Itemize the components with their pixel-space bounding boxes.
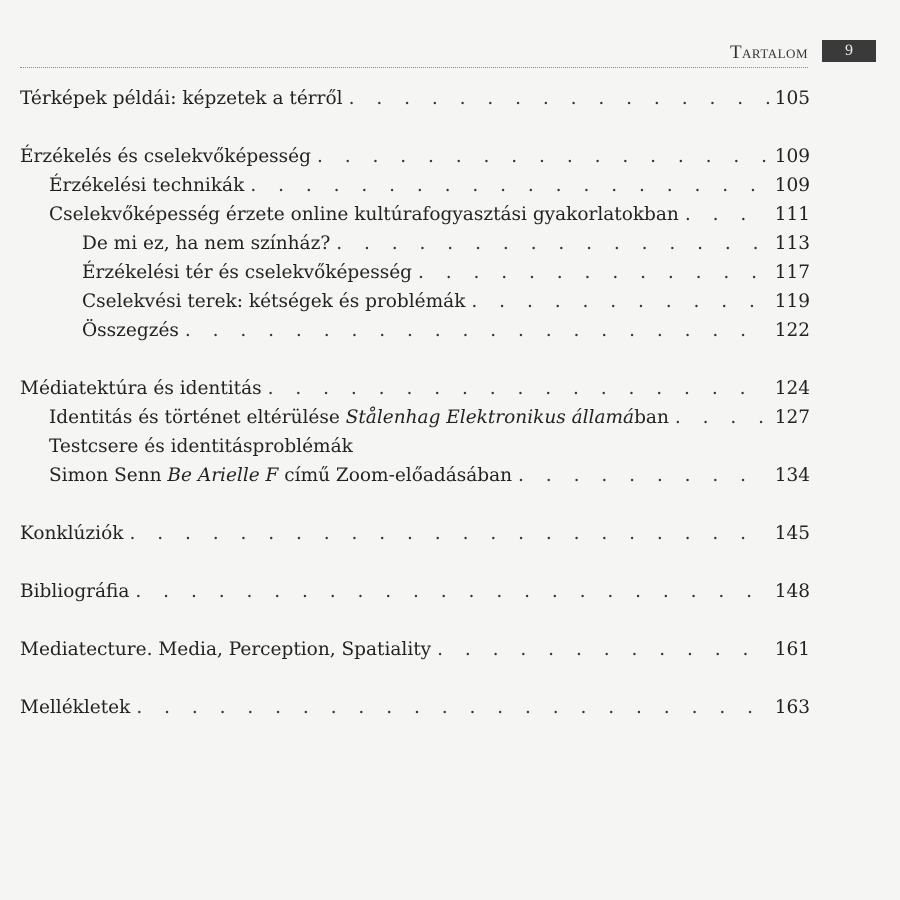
toc-page-number: 111 — [774, 204, 810, 225]
dot-leader — [250, 171, 768, 200]
toc-entry-title: Testcsere és identitásproblémák — [49, 436, 353, 457]
dot-leader — [336, 229, 768, 258]
dot-leader — [418, 258, 769, 287]
toc-entry — [20, 200, 810, 229]
dot-leader — [317, 142, 769, 171]
toc-page-number: 127 — [774, 407, 810, 428]
dot-leader — [675, 403, 769, 432]
toc-page-number: 163 — [774, 697, 810, 718]
toc-entry-title: Mellékletek — [20, 697, 131, 718]
header-dotted-rule — [20, 67, 808, 68]
toc-page-number: 122 — [774, 320, 810, 341]
toc-entry-title: Összegzés — [82, 320, 179, 341]
toc-entry — [20, 84, 810, 113]
dot-leader — [135, 577, 768, 606]
toc-page-number: 134 — [774, 465, 810, 486]
dot-leader — [685, 200, 769, 229]
toc-entry — [20, 171, 810, 200]
toc-page-number: 117 — [774, 262, 810, 283]
toc-entry-title: Cselekvési terek: kétségek és problémák — [82, 291, 466, 312]
toc-entry-title: Konklúziók — [20, 523, 124, 544]
dot-leader — [136, 693, 768, 722]
toc-entry-title: Bibliográfia — [20, 581, 130, 602]
page-number-badge: 9 — [822, 40, 876, 62]
toc-entry — [20, 693, 810, 722]
toc-entry — [20, 287, 810, 316]
toc-page-number: 109 — [774, 146, 810, 167]
toc-entry-title — [49, 461, 512, 490]
toc-title-part: című Zoom-előadásában — [278, 465, 513, 486]
toc-title-part: Identitás és történet eltérülése — [49, 407, 346, 428]
toc-page-number: 109 — [774, 175, 810, 196]
toc-entry-title: Térképek példái: képzetek a térről — [20, 88, 343, 109]
toc-entry-title — [49, 403, 669, 432]
toc-page-number: 113 — [774, 233, 810, 254]
toc-entry-title: Érzékelés és cselekvőképesség — [20, 146, 311, 167]
header-title: Tartalom — [729, 42, 808, 63]
dot-leader — [518, 461, 769, 490]
toc-page-number: 124 — [774, 378, 810, 399]
dot-leader — [471, 287, 768, 316]
toc-entry — [20, 142, 810, 171]
toc-entry — [20, 577, 810, 606]
dot-leader — [129, 519, 768, 548]
toc-page-number: 105 — [774, 88, 810, 109]
toc-entry — [20, 403, 810, 432]
toc-entry-title: Érzékelési technikák — [49, 175, 245, 196]
toc-entry-title: Cselekvőképesség érzete online kultúrafogyasztási gyakorlatokban — [49, 204, 679, 225]
toc-entry-title: De mi ez, ha nem színház? — [82, 233, 331, 254]
toc-page-number: 148 — [774, 581, 810, 602]
toc-entry — [20, 316, 810, 345]
toc-entry-title: Érzékelési tér és cselekvőképesség — [82, 262, 412, 283]
toc-title-italic: Be Arielle F — [167, 465, 279, 486]
toc-entry-title: Mediatecture. Media, Perception, Spatiality — [20, 639, 432, 660]
toc-entry-title: Médiatektúra és identitás — [20, 378, 262, 399]
toc-entry — [20, 635, 810, 664]
dot-leader — [349, 84, 769, 113]
toc-page-number: 119 — [774, 291, 810, 312]
toc-entry — [20, 229, 810, 258]
toc-title-part: ban — [634, 407, 669, 428]
toc-entry — [20, 374, 810, 403]
dot-leader — [185, 316, 769, 345]
toc-page-number: 161 — [774, 639, 810, 660]
dot-leader — [268, 374, 769, 403]
running-header — [0, 40, 900, 66]
dot-leader — [437, 635, 769, 664]
toc-entry — [20, 519, 810, 548]
toc-page-number: 145 — [774, 523, 810, 544]
toc-entry — [20, 432, 810, 461]
toc-title-italic: Stålenhag Elektronikus államá — [345, 407, 635, 428]
toc-entry — [20, 258, 810, 287]
toc-entry — [20, 461, 810, 490]
toc-title-part: Simon Senn — [49, 465, 168, 486]
table-of-contents — [20, 84, 810, 722]
